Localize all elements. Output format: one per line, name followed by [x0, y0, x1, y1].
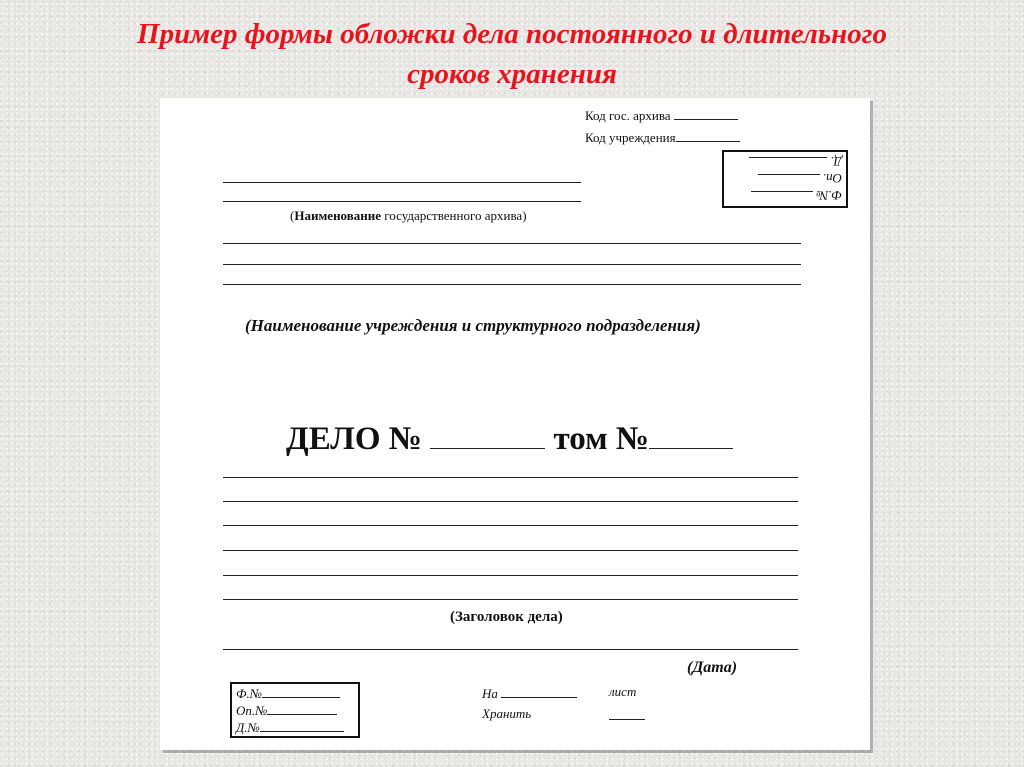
corner-stamp-fond: Ф.№ — [816, 188, 842, 203]
date-caption: (Дата) — [687, 659, 738, 676]
corner-stamp-case-field[interactable] — [749, 157, 827, 170]
corner-stamp-box — [722, 150, 848, 208]
sheets-count-row — [482, 684, 577, 702]
sheets-label: лист — [609, 684, 637, 699]
bottom-stamp-row — [232, 702, 358, 719]
institution-code-field[interactable] — [676, 128, 740, 142]
corner-stamp-row — [724, 170, 846, 187]
institution-code-label: Код учреждения — [585, 130, 676, 145]
institution-code-row — [585, 128, 740, 146]
case-title-caption: (Заголовок дела) — [450, 609, 563, 625]
archive-code-label: Код гос. архива — [585, 108, 671, 123]
corner-stamp-row — [724, 153, 846, 170]
bottom-stamp-inventory-field[interactable] — [267, 702, 337, 715]
sheets-count-field[interactable] — [501, 684, 577, 698]
institution-name-line[interactable] — [223, 264, 801, 265]
keep-label: Хранить — [482, 706, 532, 721]
corner-stamp-inventory: Оп. — [822, 171, 842, 186]
institution-name-line[interactable] — [223, 243, 801, 244]
bottom-stamp-case-field[interactable] — [260, 719, 344, 732]
case-title-line[interactable] — [223, 501, 798, 502]
case-title-line[interactable] — [223, 477, 798, 478]
bottom-stamp-case: Д.№ — [236, 720, 260, 735]
slide-title-line-1: Пример формы обложки дела постоянного и длительного — [137, 18, 887, 50]
case-title-line[interactable] — [223, 575, 798, 576]
archive-code-field[interactable] — [674, 106, 738, 120]
corner-stamp-case: Д. — [830, 154, 842, 169]
bottom-stamp-row — [232, 684, 358, 702]
case-cover-form — [160, 98, 870, 750]
date-line[interactable] — [223, 649, 798, 650]
institution-caption: (Наименование учреждения и структурного подразделения) — [245, 316, 701, 335]
case-title-line[interactable] — [223, 525, 798, 526]
archive-name-line[interactable] — [223, 201, 581, 202]
case-title-line[interactable] — [223, 550, 798, 551]
on-label: На — [482, 686, 498, 701]
archive-name-caption-rest: государственного архива — [384, 208, 523, 223]
corner-stamp-fond-field[interactable] — [751, 191, 813, 204]
case-heading — [286, 418, 733, 458]
corner-stamp-inventory-field[interactable] — [758, 174, 820, 187]
bottom-stamp-fond-field[interactable] — [262, 685, 340, 698]
keep-period-field[interactable] — [609, 719, 645, 720]
institution-name-line[interactable] — [223, 284, 801, 285]
volume-number-field[interactable] — [649, 418, 733, 449]
archive-name-caption-bold: Наименование — [294, 208, 382, 223]
case-number-field[interactable] — [430, 418, 545, 449]
case-number-label: ДЕЛО № — [286, 421, 422, 457]
corner-stamp-row — [724, 187, 846, 206]
archive-name-line[interactable] — [223, 182, 581, 183]
bottom-stamp-inventory: Оп.№ — [236, 703, 268, 718]
slide-title — [0, 14, 1024, 94]
bottom-stamp-row — [232, 719, 358, 736]
bottom-stamp-box — [230, 682, 360, 738]
archive-name-caption: (Наименование государственного архива) — [290, 208, 527, 223]
volume-number-label: том № — [553, 421, 649, 457]
archive-code-row — [585, 106, 738, 124]
bottom-stamp-fond: Ф.№ — [236, 686, 262, 701]
slide-title-line-2: сроков хранения — [407, 58, 617, 90]
case-title-line[interactable] — [223, 599, 798, 600]
